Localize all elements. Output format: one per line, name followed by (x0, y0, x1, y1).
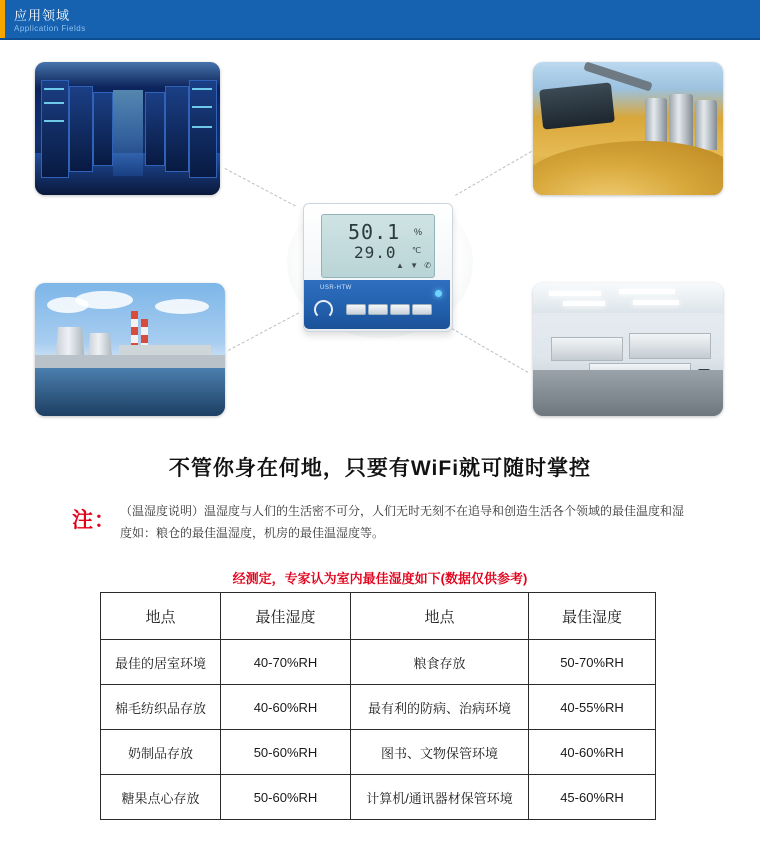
device-brand-label: USR-HTW (320, 285, 352, 291)
server-indicator-light (44, 88, 64, 90)
header-title-cn: 应用领域 (14, 8, 71, 23)
table-cell: 图书、文物保管环境 (351, 730, 529, 775)
table-cell: 40-60%RH (221, 685, 351, 730)
table-cell: 40-55%RH (529, 685, 656, 730)
temperature-unit: ℃ (412, 246, 421, 255)
harvester-machine (539, 82, 615, 129)
laboratory-photo (533, 283, 723, 416)
grain-pile (533, 141, 723, 195)
page-header (0, 0, 760, 40)
lab-bench (629, 333, 711, 359)
table-cell: 45-60%RH (529, 775, 656, 820)
device-button-up[interactable] (368, 304, 388, 315)
grain-storage-photo (533, 62, 723, 195)
table-cell: 粮食存放 (351, 640, 529, 685)
table-cell: 计算机/通讯器材保管环境 (351, 775, 529, 820)
header-title-en: Application Fields (14, 24, 86, 33)
table-header-cell: 地点 (101, 593, 221, 640)
device-button-set[interactable] (346, 304, 366, 315)
lab-ceiling-light (549, 291, 601, 296)
table-cell: 棉毛纺织品存放 (101, 685, 221, 730)
server-rack (93, 92, 113, 166)
humidity-reference-table (100, 592, 656, 820)
table-cell: 糖果点心存放 (101, 775, 221, 820)
table-header-row (101, 593, 656, 640)
table-cell: 50-60%RH (221, 775, 351, 820)
lab-ceiling-light (563, 301, 605, 306)
device-button-down[interactable] (390, 304, 410, 315)
server-rack (189, 80, 217, 178)
power-plant-photo (35, 283, 225, 416)
server-rack (165, 86, 189, 172)
header-accent-bar (0, 0, 5, 40)
page-headline: 不管你身在何地，只要有WiFi就可随时掌控 (168, 457, 592, 480)
wifi-status-led-icon (435, 290, 442, 297)
grain-silo (695, 100, 717, 150)
server-indicator-light (44, 120, 64, 122)
application-collage (0, 40, 760, 450)
table-row (101, 685, 656, 730)
connector-line-top-right (455, 151, 532, 196)
server-indicator-light (192, 126, 212, 128)
lab-ceiling-light (633, 300, 679, 305)
note-body: （温湿度说明）温湿度与人们的生活密不可分，人们无时无刻不在追导和创造生活各个领域的最佳温度和湿度如：粮仓的最佳温湿度，机房的最佳温湿度等。 (120, 504, 685, 540)
table-cell: 50-70%RH (529, 640, 656, 685)
lab-bench (551, 337, 623, 361)
server-indicator-light (44, 102, 64, 104)
lab-ceiling (533, 283, 723, 313)
river-water (35, 368, 225, 416)
humidity-reading: 50.1 (348, 220, 401, 244)
plant-building (35, 355, 225, 369)
server-rack (145, 92, 165, 166)
table-header-cell: 最佳湿度 (529, 593, 656, 640)
lcd-status-icons: ▲ ▼ ✆ (396, 261, 433, 270)
cloud (155, 299, 209, 314)
server-aisle-glow (113, 90, 143, 176)
humidity-unit: % (414, 227, 423, 237)
table-cell: 40-70%RH (221, 640, 351, 685)
table-cell: 50-60%RH (221, 730, 351, 775)
table-row (101, 775, 656, 820)
power-knob-icon[interactable] (314, 300, 333, 319)
table-header-cell: 最佳湿度 (221, 593, 351, 640)
server-rack (41, 80, 69, 178)
device-front-panel (304, 280, 450, 329)
server-indicator-light (192, 88, 212, 90)
server-room-photo (35, 62, 220, 195)
table-cell: 奶制品存放 (101, 730, 221, 775)
table-row (101, 640, 656, 685)
table-cell: 最佳的居室环境 (101, 640, 221, 685)
server-indicator-light (192, 106, 212, 108)
table-caption: 经测定，专家认为室内最佳湿度如下(数据仅供参考) (232, 571, 528, 586)
connector-line-top-left (225, 168, 296, 206)
cloud (75, 291, 133, 309)
connector-line-bottom-right (452, 328, 529, 373)
lab-floor (533, 370, 723, 416)
table-row (101, 730, 656, 775)
device-lcd-screen (321, 214, 435, 278)
table-cell: 40-60%RH (529, 730, 656, 775)
device-button-ok[interactable] (412, 304, 432, 315)
server-rack (69, 86, 93, 172)
temperature-reading: 29.0 (354, 243, 397, 262)
table-cell: 最有利的防病、治病环境 (351, 685, 529, 730)
note-label: 注： (72, 509, 116, 532)
lab-ceiling-light (619, 289, 675, 294)
table-header-cell: 地点 (351, 593, 529, 640)
connector-line-bottom-left (228, 312, 299, 350)
